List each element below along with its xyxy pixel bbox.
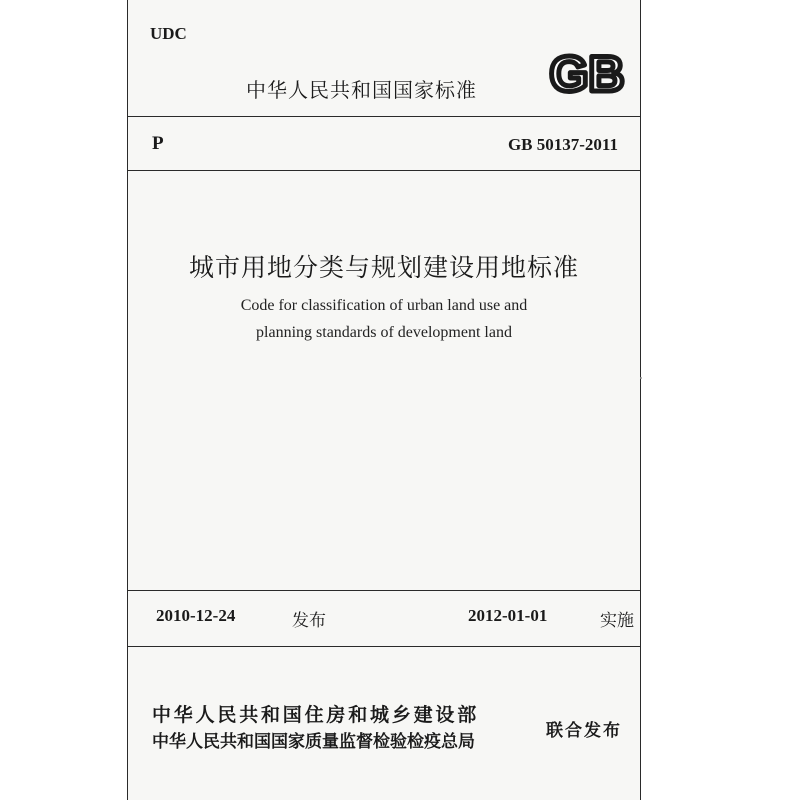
standard-number: GB 50137-2011: [507, 135, 618, 154]
title-divider-top: [128, 170, 640, 171]
title-chinese: 城市用地分类与规划建设用地标准: [188, 253, 579, 282]
gb-logo: [542, 46, 632, 98]
issue-date: 2010-12-24: [156, 606, 236, 625]
standard-cover: [127, 0, 641, 800]
dates-divider-top: [128, 590, 640, 591]
udc-label: UDC: [150, 24, 187, 43]
classification-code: P: [152, 133, 164, 154]
publisher-quality-administration: 中华人民共和国国家质量监督检验检疫总局: [152, 732, 475, 752]
implement-label: 实施: [600, 611, 634, 631]
publisher-housing-ministry: 中华人民共和国住房和城乡建设部: [152, 704, 480, 726]
dates-divider-bottom: [128, 646, 640, 647]
header-divider: [128, 116, 640, 117]
print-speck: [640, 377, 642, 379]
issue-label: 发布: [292, 611, 326, 631]
national-standard-heading: 中华人民共和国国家标准: [246, 78, 477, 102]
gb-logo-text: GB: [549, 46, 625, 98]
joint-publish-label: 联合发布: [546, 721, 622, 741]
title-english-line1: Code for classification of urban land use and: [240, 297, 528, 314]
title-english-line2: planning standards of development land: [256, 324, 512, 341]
implement-date: 2012-01-01: [468, 606, 548, 625]
